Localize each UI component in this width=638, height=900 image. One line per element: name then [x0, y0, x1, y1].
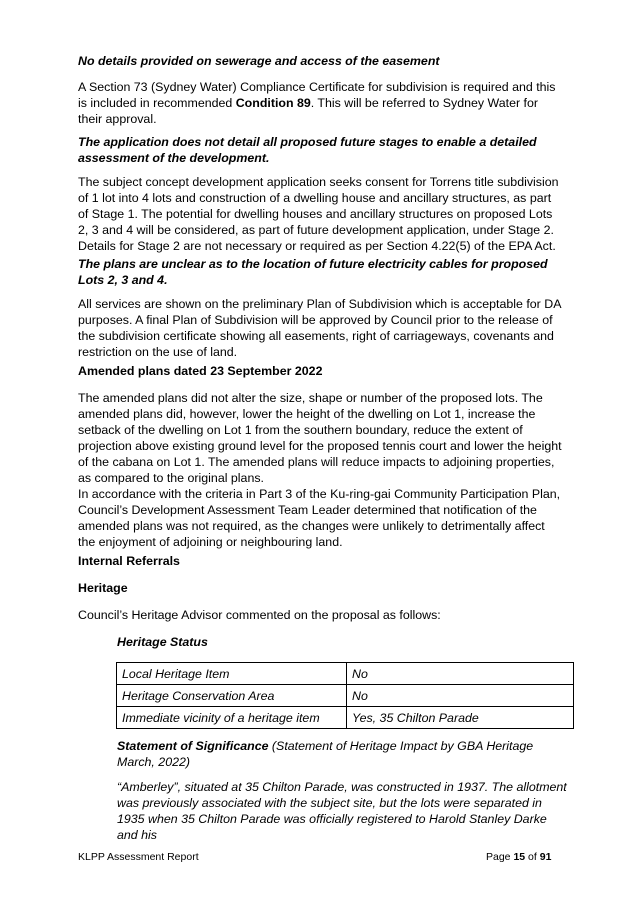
condition-reference: Condition 89	[235, 96, 311, 110]
heading-electricity: The plans are unclear as to the location of future electricity cables for proposed Lots 2, 3 and 4.	[78, 257, 548, 287]
paragraph-amended-plans-1: The amended plans did not alter the size, shape or number of the proposed lots. The amended plans did, however, lower the height of the dwelling on Lot 1, increase the setback of the dwelling on Lot 1 from the southern boundary, reduce the extent of projection above existing ground level for the proposed tennis court and lower the height of the cabana on Lot 1. The amended plans will reduce impacts to adjoining properties, as compared to the original plans.	[78, 391, 562, 485]
heading-sewerage: No details provided on sewerage and access of the easement	[78, 54, 440, 68]
heading-future-stages: The application does not detail all proposed future stages to enable a detailed assessment of the development.	[78, 135, 537, 165]
table-cell-label: Local Heritage Item	[117, 663, 347, 685]
statement-heading: Statement of Significance	[117, 739, 269, 753]
heading-internal-referrals: Internal Referrals	[78, 554, 180, 568]
heading-heritage: Heritage	[78, 581, 128, 595]
statement-source: (Statement of Heritage Impact by GBA Heritage March, 2022)	[117, 739, 534, 769]
table-cell-label: Immediate vicinity of a heritage item	[117, 707, 347, 729]
heritage-status-table	[116, 662, 574, 729]
table-cell-value: No	[347, 685, 574, 707]
page-prefix: Page	[486, 851, 514, 863]
page-total: 91	[539, 851, 552, 863]
paragraph-future-stages: The subject concept development application seeks consent for Torrens title subdivision of 1 lot into 4 lots and construction of a dwelling house and ancillary structures, as part of Stage 1. The potential for dwelling houses and ancillary structures on proposed Lots 2, 3 and 4 will be considered, as part of future development application, under Stage 2. Details for Stage 2 are not necessary or required as per Section 4.22(5) of the EPA Act.	[78, 175, 559, 253]
heading-heritage-status: Heritage Status	[117, 635, 208, 649]
paragraph-electricity: All services are shown on the preliminary Plan of Subdivision which is acceptable for DA purposes. A final Plan of Subdivision will be approved by Council prior to the release of the subdivision certificate showing all easements, right of carriageways, covenants and restriction on the use of land.	[78, 297, 561, 359]
table-row	[117, 663, 574, 685]
quote-amberley: “Amberley”, situated at 35 Chilton Parade, was constructed in 1937. The allotment was previously associated with the subject site, but the lots were separated in 1935 when 35 Chilton Parade was officially registered to Harold Stanley Darke and his	[117, 780, 567, 842]
page-of: of	[525, 851, 540, 863]
page-current: 15	[513, 851, 526, 863]
paragraph-statement-of-significance	[117, 738, 567, 770]
footer-report-name: KLPP Assessment Report	[78, 851, 199, 863]
paragraph-sewerage-a: A Section 73 (Sydney Water) Compliance Certificate for subdivision is required and this is included in recommended	[78, 80, 556, 110]
paragraph-sewerage	[78, 79, 564, 127]
table-row	[117, 685, 574, 707]
heading-amended-plans: Amended plans dated 23 September 2022	[78, 364, 323, 378]
table-cell-value: Yes, 35 Chilton Parade	[347, 707, 574, 729]
paragraph-heritage-intro: Council’s Heritage Advisor commented on the proposal as follows:	[78, 608, 441, 622]
table-row	[117, 707, 574, 729]
footer-page-number	[486, 850, 551, 864]
table-cell-label: Heritage Conservation Area	[117, 685, 347, 707]
paragraph-sewerage-b: . This will be referred to Sydney Water for their approval.	[78, 96, 539, 126]
table-cell-value: No	[347, 663, 574, 685]
paragraph-amended-plans-2: In accordance with the criteria in Part 3 of the Ku-ring-gai Community Participation Plan, Council’s Development Assessment Team Leader determined that notification of the amended plans was not required, as the changes were unlikely to detrimentally affect the enjoyment of adjoining or neighbouring land.	[78, 487, 561, 549]
